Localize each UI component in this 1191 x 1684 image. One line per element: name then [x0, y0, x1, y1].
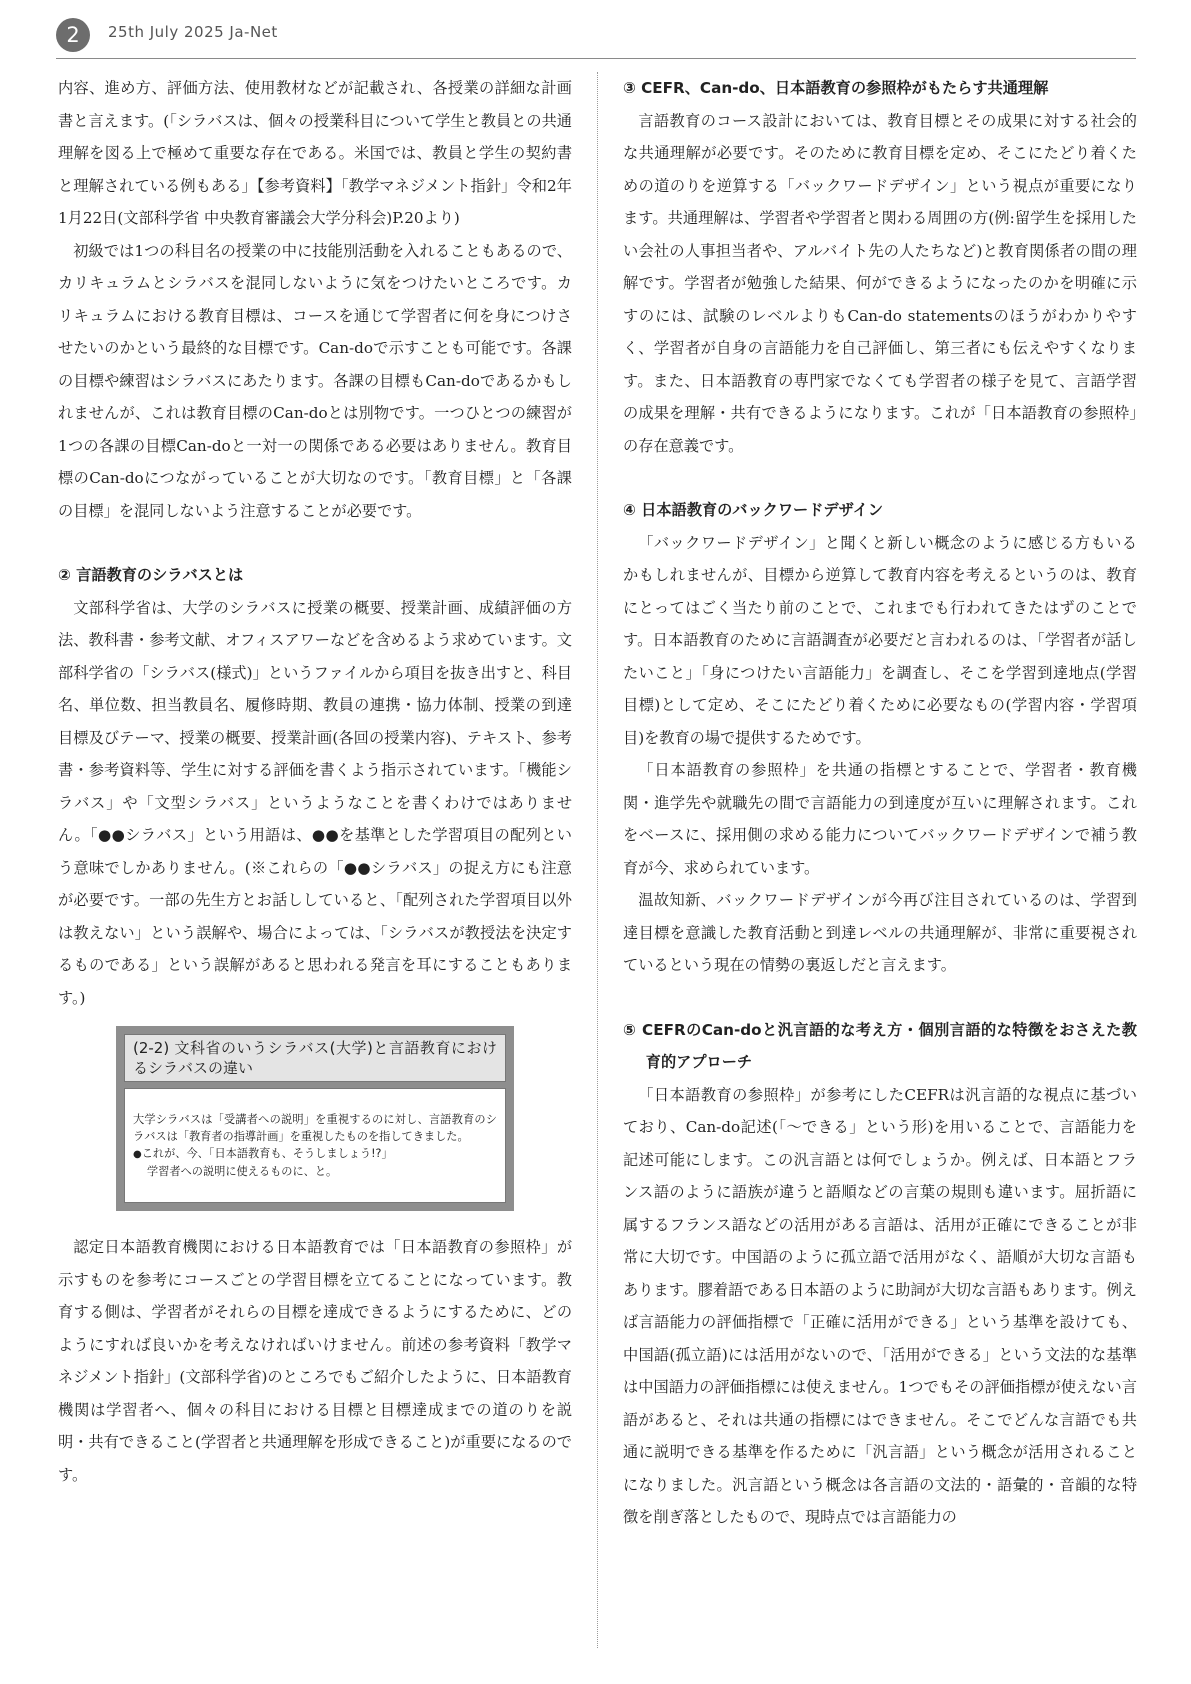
right-column	[623, 72, 1137, 1534]
issue-label: 25th July 2025 Ja-Net	[108, 23, 278, 41]
slide-figure	[116, 1026, 514, 1211]
paragraph: 「バックワードデザイン」と聞くと新しい概念のように感じる方もいるかもしれませんが、目標から逆算して教育内容を考えるというのは、教育にとってはごく当たり前のことで、これまでも行われてきたはずのことです。日本語教育のために言語調査が必要だと言われるのは、「学習者が話したいこと」「身につけたい言語能力」を調査し、そこを学習到達地点(学習目標)として定め、そこにたどり着くために必要なもの(学習内容・学習項目)を教育の場で提供するためです。	[623, 533, 1137, 747]
column-divider	[597, 72, 598, 1648]
section-heading-3: ③ CEFR、Can-do、日本語教育の参照枠がもたらす共通理解	[623, 79, 1049, 97]
section-heading-4: ④ 日本語教育のバックワードデザイン	[623, 501, 884, 519]
paragraph: 文部科学省は、大学のシラバスに授業の概要、授業計画、成績評価の方法、教科書・参考文献、オフィスアワーなどを含めるよう求めています。文部科学省の「シラバス(様式)」というファイルから項目を抜き出すと、科目名、単位数、担当教員名、履修時期、教員の連携・協力体制、授業の到達目標及びテーマ、授業の概要、授業計画(各回の授業内容)、テキスト、参考書・参考資料等、学生に対する評価を書くよう指示されています。「機能シラバス」や「文型シラバス」というようなことを書くわけではありません。「●●シラバス」という用語は、●●を基準とした学習項目の配列という意味でしかありません。(※これらの「●●シラバス」の捉え方にも注意が必要です。一部の先生方とお話ししていると、「配列された学習項目以外は教えない」という誤解や、場合によっては、「シラバスが教授法を決定するものである」という誤解があると思われる発言を耳にすることもあります。)	[58, 598, 572, 1007]
left-column	[58, 72, 572, 1491]
paragraph: 認定日本語教育機関における日本語教育では「日本語教育の参照枠」が示すものを参考にコースごとの学習目標を立てることになっています。教育する側は、学習者がそれらの目標を達成できるようにするために、どのようにすれば良いかを考えなければいけません。前述の参考資料「教学マネジメント指針」(文部科学省)のところでもご紹介したように、日本語教育機関は学習者へ、個々の科目における目標と目標達成までの道のりを説明・共有できること(学習者と共通理解を形成できること)が重要になるのです。	[58, 1238, 572, 1484]
paragraph: 初級では1つの科目名の授業の中に技能別活動を入れることもあるので、カリキュラムとシラバスを混同しないように気をつけたいところです。カリキュラムにおける教育目標は、コースを通じて学習者に何を身につけさせたいのかという最終的な目標です。Can-doで示すことも可能です。各課の目標や練習はシラバスにあたります。各課の目標もCan-doであるかもしれませんが、これは教育目標のCan-doとは別物です。一つひとつの練習が1つの各課の目標Can-doと一対一の関係である必要はありません。教育目標のCan-doにつながっていることが大切なのです。「教育目標」と「各課の目標」を混同しないよう注意することが必要です。	[58, 241, 572, 520]
slide-bullet	[133, 1145, 497, 1163]
slide-body	[124, 1088, 506, 1203]
page-header	[56, 18, 1136, 59]
section-heading-5: ⑤ CEFRのCan-doと汎言語的な考え方・個別言語的な特徴をおさえた教育的アプローチ	[623, 1020, 1137, 1071]
paragraph: 「日本語教育の参照枠」が参考にしたCEFRは汎言語的な視点に基づいており、Can-do記述(「〜できる」という形)を用いることで、言語能力を記述可能にします。この汎言語とは何でしょうか。例えば、日本語とフランス語のように語族が違うと語順などの言葉の規則も違います。屈折語に属するフランス語などの活用がある言語は、活用が正確にできることが非常に大切です。中国語のように孤立語で活用がなく、語順が大切な言語もあります。膠着語である日本語のように助詞が大切な言語もあります。例えば言語能力の評価指標で「正確に活用ができる」という基準を設けても、中国語(孤立語)には活用がないので、「活用ができる」という文法的な基準は中国語力の評価指標には使えません。1つでもその評価指標が使えない言語があると、それは共通の指標にはできません。そこでどんな言語でも共通に説明できる基準を作るために「汎言語」という概念が活用されることになりました。汎言語という概念は各言語の文法的・語彙的・音韻的な特徴を削ぎ落としたもので、現時点では言語能力の	[623, 1085, 1137, 1526]
slide-title: (2-2) 文科省のいうシラバス(大学)と言語教育におけるシラバスの違い	[124, 1034, 506, 1082]
paragraph: 内容、進め方、評価方法、使用教材などが記載され、各授業の詳細な計画書と言えます。(「シラバスは、個々の授業科目について学生と教員との共通理解を図る上で極めて重要な存在である。米国では、教員と学生の契約書と理解されている例もある」【参考資料】「教学マネジメント指針」令和2年1月22日(文部科学省 中央教育審議会大学分科会)P.20より)	[58, 79, 572, 227]
slide-bullet-text: これが、今、「日本語教育も、そうしましょう!?」	[141, 1147, 393, 1160]
bullet-icon: ●	[133, 1149, 142, 1160]
page-number: 2	[56, 18, 90, 52]
paragraph: 言語教育のコース設計においては、教育目標とその成果に対する社会的な共通理解が必要です。そのために教育目標を定め、そこにたどり着くための道のりを逆算する「バックワードデザイン」という視点が重要になります。共通理解は、学習者や学習者と関わる周囲の方(例:留学生を採用したい会社の人事担当者や、アルバイト先の人たちなど)と教育関係者の間の理解です。学習者が勉強した結果、何ができるようになったのかを明確に示すのには、試験のレベルよりもCan-do statementsのほうがわかりやすく、学習者が自身の言語能力を自己評価し、第三者にも伝えやすくなります。また、日本語教育の専門家でなくても学習者の様子を見て、言語学習の成果を理解・共有できるようになります。これが「日本語教育の参照枠」の存在意義です。	[623, 111, 1137, 455]
slide-bullet-continuation: 学習者への説明に使えるものに、と。	[147, 1165, 338, 1178]
paragraph: 「日本語教育の参照枠」を共通の指標とすることで、学習者・教育機関・進学先や就職先の間で言語能力の到達度が互いに理解されます。これをベースに、採用側の求める能力についてバックワードデザインで補う教育が今、求められています。	[623, 761, 1137, 877]
slide-text: 大学シラバスは「受講者への説明」を重視するのに対し、言語教育のシラバスは「教育者の指導計画」を重視したものを指してきました。	[133, 1113, 497, 1143]
paragraph: 温故知新、バックワードデザインが今再び注目されているのは、学習到達目標を意識した教育活動と到達レベルの共通理解が、非常に重要視されているという現在の情勢の裏返しだと言えます。	[623, 891, 1137, 974]
section-heading-2: ② 言語教育のシラバスとは	[58, 566, 244, 584]
